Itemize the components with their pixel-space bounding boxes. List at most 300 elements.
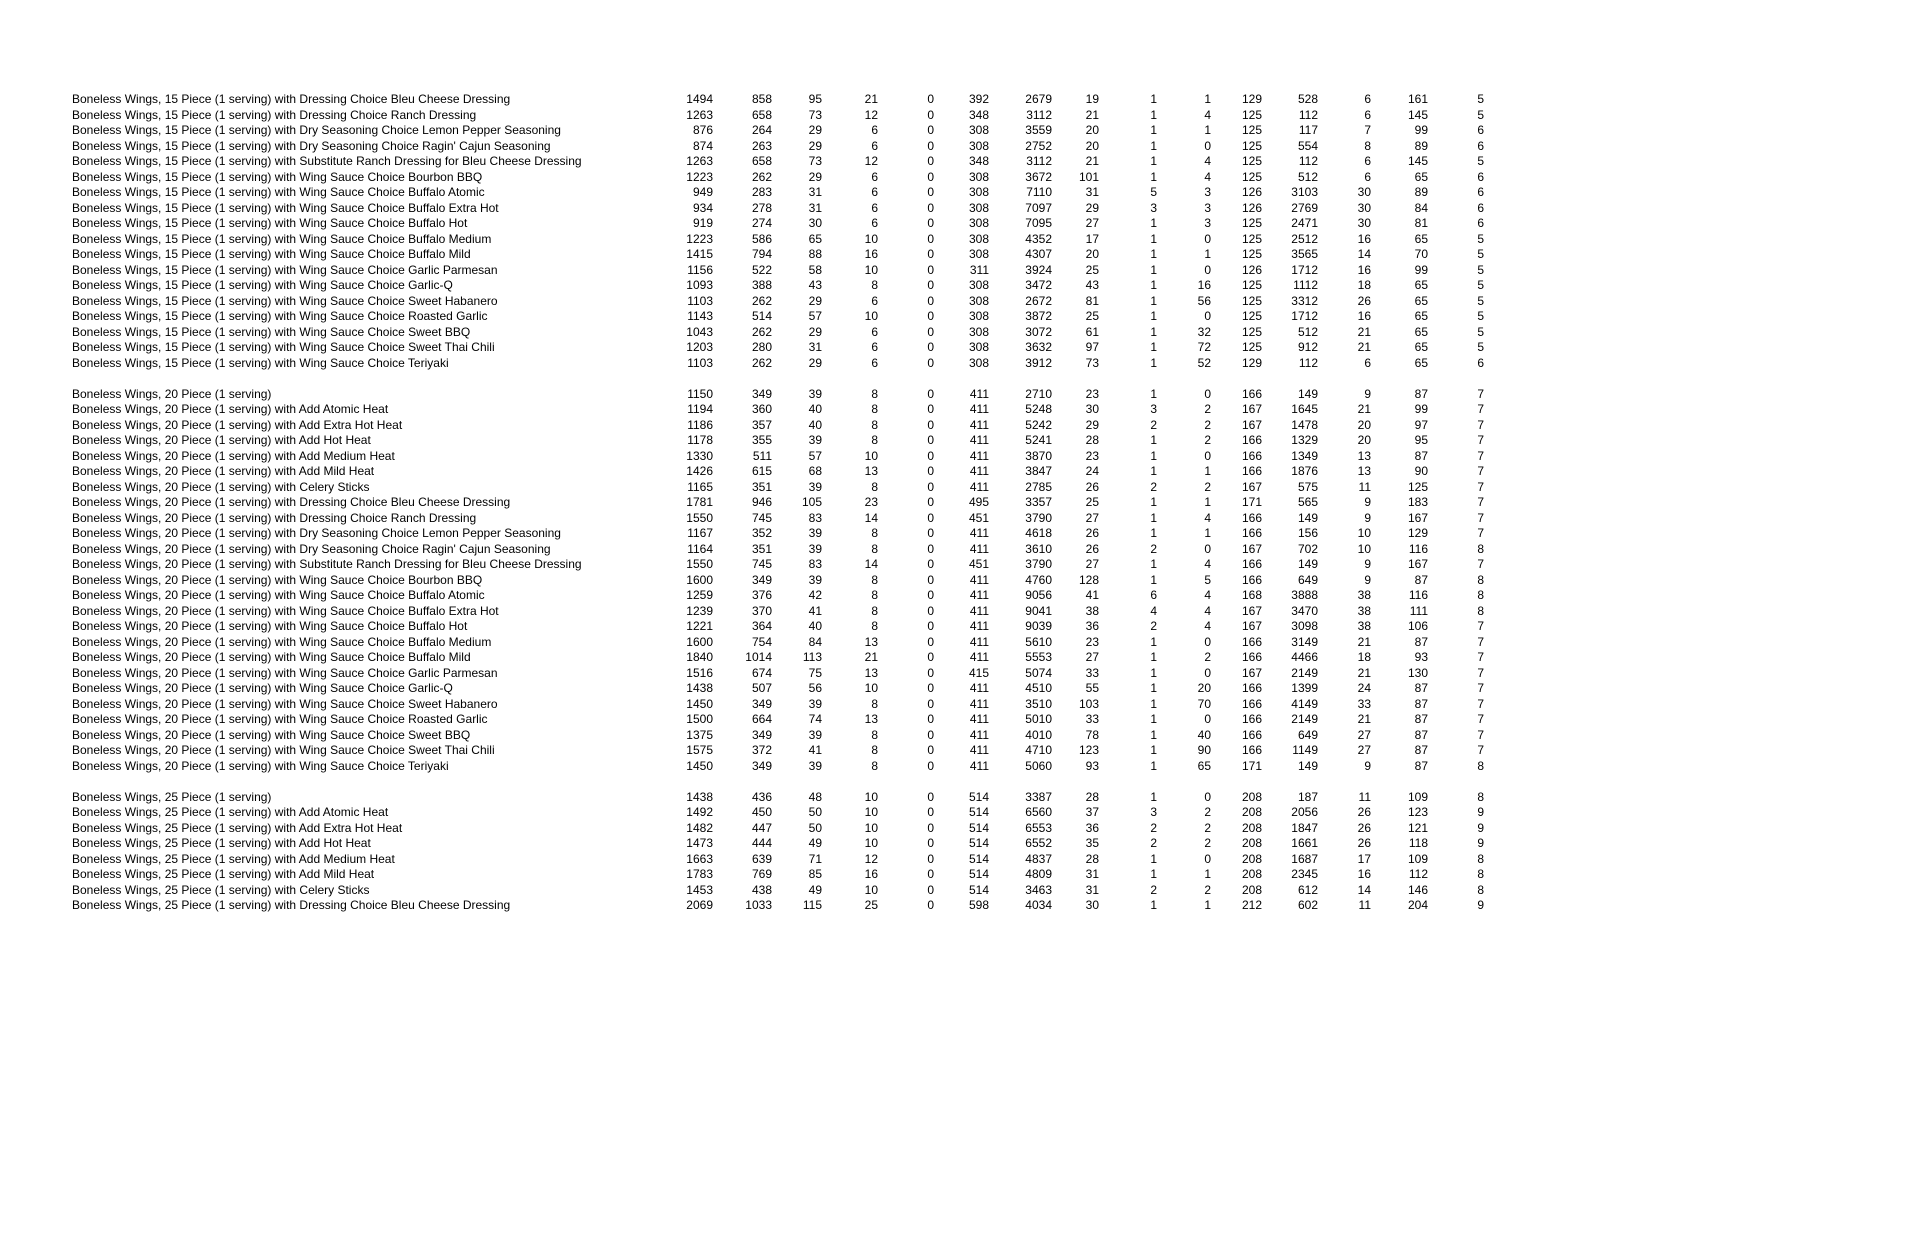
row-value: 11 [1358, 789, 1371, 804]
row-value: 125 [1241, 324, 1262, 339]
row-value: 262 [751, 293, 772, 308]
row-value: 40 [1197, 727, 1211, 742]
row-value: 41 [808, 743, 822, 757]
row-value: 11 [1358, 898, 1371, 912]
row-value: 99 [1414, 262, 1428, 277]
row-value: 6 [1364, 92, 1371, 106]
row-value: 12 [864, 107, 878, 122]
row-value: 349 [751, 572, 772, 587]
row-value: 6 [1477, 355, 1484, 370]
row-value: 8 [871, 743, 878, 757]
row-value: 35 [1085, 836, 1099, 850]
row-value: 14 [864, 557, 878, 571]
row-value: 3888 [1291, 588, 1318, 602]
row-value: 349 [751, 758, 772, 773]
row-value: 125 [1241, 340, 1262, 354]
row-value: 2 [1204, 402, 1211, 416]
row-value: 514 [968, 836, 989, 850]
row-value: 208 [1241, 805, 1262, 819]
row-value: 5 [1477, 231, 1484, 246]
row-value: 876 [692, 123, 713, 137]
row-label: Boneless Wings, 25 Piece (1 serving) with Add Mild Heat [72, 867, 375, 881]
row-value: 116 [1408, 541, 1428, 556]
row-value: 4352 [1025, 231, 1052, 246]
table-row [72, 418, 1484, 434]
row-value: 1223 [686, 231, 713, 246]
row-value: 3103 [1291, 185, 1318, 199]
row-value: 1453 [686, 882, 713, 897]
row-value: 0 [927, 619, 934, 633]
row-value: 16 [1357, 309, 1371, 323]
row-value: 1 [1150, 154, 1157, 168]
row-value: 111 [1409, 603, 1428, 618]
row-value: 8 [871, 278, 878, 292]
table-row [72, 139, 1484, 155]
row-value: 1494 [686, 92, 713, 106]
row-value: 6552 [1025, 836, 1052, 850]
row-label: Boneless Wings, 20 Piece (1 serving) with Wing Sauce Choice Buffalo Mild [72, 650, 471, 664]
row-value: 19 [1085, 92, 1099, 106]
row-value: 109 [1407, 851, 1428, 866]
row-value: 13 [864, 712, 878, 726]
row-value: 0 [927, 402, 934, 416]
table-row [72, 216, 1484, 232]
row-value: 3072 [1025, 324, 1052, 339]
row-value: 10 [1357, 541, 1371, 556]
row-value: 0 [927, 340, 934, 354]
row-value: 411 [969, 541, 989, 556]
row-value: 1 [1150, 634, 1157, 649]
row-value: 89 [1414, 185, 1428, 199]
row-value: 84 [808, 634, 822, 649]
row-label: Boneless Wings, 20 Piece (1 serving) with Wing Sauce Choice Sweet Thai Chili [72, 743, 495, 757]
row-value: 4809 [1025, 867, 1052, 881]
row-value: 5 [1150, 185, 1157, 199]
table-row [72, 170, 1484, 186]
row-value: 78 [1085, 727, 1099, 742]
row-value: 1 [1150, 867, 1157, 881]
row-value: 0 [927, 448, 934, 463]
row-value: 30 [1085, 898, 1099, 912]
row-value: 1259 [686, 588, 713, 602]
row-value: 5074 [1025, 665, 1052, 680]
row-value: 43 [808, 278, 822, 292]
table-row [72, 92, 1484, 108]
row-value: 0 [1204, 262, 1211, 277]
row-value: 20 [1357, 417, 1371, 432]
row-value: 2 [1204, 650, 1211, 664]
row-value: 3790 [1025, 510, 1052, 525]
row-value: 0 [927, 789, 934, 804]
row-value: 101 [1078, 169, 1099, 184]
row-value: 1 [1150, 433, 1157, 447]
row-value: 2056 [1291, 805, 1318, 819]
row-value: 1 [1204, 92, 1211, 106]
row-value: 0 [1204, 541, 1211, 556]
row-value: 4034 [1025, 898, 1052, 912]
row-value: 208 [1241, 789, 1262, 804]
row-value: 0 [927, 169, 934, 184]
row-value: 3357 [1025, 495, 1052, 509]
row-value: 6 [1364, 154, 1371, 168]
row-value: 23 [1085, 634, 1099, 649]
row-value: 4510 [1025, 681, 1052, 695]
row-value: 167 [1241, 619, 1262, 633]
row-value: 262 [751, 324, 772, 339]
row-value: 81 [1085, 293, 1099, 308]
row-value: 7110 [1026, 185, 1052, 199]
row-value: 125 [1407, 479, 1428, 494]
row-value: 4 [1204, 588, 1211, 602]
row-value: 0 [927, 464, 934, 478]
row-value: 0 [927, 727, 934, 742]
row-value: 3470 [1291, 603, 1318, 618]
row-value: 125 [1241, 231, 1262, 246]
row-value: 308 [968, 200, 989, 215]
row-value: 30 [1357, 185, 1371, 199]
row-value: 113 [802, 650, 822, 664]
row-value: 30 [1085, 402, 1099, 416]
row-value: 858 [751, 92, 772, 106]
table-row [72, 402, 1484, 418]
row-value: 7095 [1025, 216, 1052, 230]
row-value: 28 [1085, 433, 1099, 447]
row-value: 0 [927, 634, 934, 649]
row-value: 1 [1150, 758, 1157, 773]
row-value: 0 [1204, 138, 1211, 153]
row-value: 1375 [686, 727, 713, 742]
row-value: 10 [864, 805, 878, 819]
row-value: 126 [1241, 262, 1262, 277]
row-value: 87 [1414, 743, 1428, 757]
row-value: 308 [968, 185, 989, 199]
row-value: 0 [1204, 712, 1211, 726]
row-value: 41 [808, 603, 822, 618]
row-value: 1349 [1291, 448, 1318, 463]
table-row [72, 232, 1484, 248]
row-value: 9 [1477, 805, 1484, 819]
row-value: 745 [751, 510, 772, 525]
row-value: 17 [1357, 851, 1371, 866]
row-value: 4 [1150, 603, 1157, 618]
row-label: Boneless Wings, 15 Piece (1 serving) with Wing Sauce Choice Sweet BBQ [72, 324, 471, 339]
row-value: 1149 [1292, 743, 1318, 757]
row-value: 99 [1414, 123, 1428, 137]
row-value: 97 [1085, 340, 1099, 354]
row-value: 9039 [1025, 619, 1052, 633]
row-value: 14 [864, 510, 878, 525]
row-value: 1 [1204, 526, 1211, 540]
row-value: 0 [927, 293, 934, 308]
row-value: 8 [871, 402, 878, 416]
row-value: 0 [927, 231, 934, 246]
row-value: 6 [871, 169, 878, 184]
row-value: 1663 [686, 851, 713, 866]
row-value: 13 [1357, 448, 1371, 463]
row-value: 83 [808, 510, 822, 525]
row-value: 5 [1477, 309, 1484, 323]
row-value: 83 [808, 557, 822, 571]
row-value: 514 [968, 805, 989, 819]
table-row [72, 790, 1484, 806]
row-value: 3870 [1025, 448, 1052, 463]
row-value: 128 [1078, 572, 1099, 587]
row-value: 411 [969, 743, 989, 757]
row-value: 388 [751, 278, 772, 292]
row-value: 123 [1078, 743, 1099, 757]
row-value: 1203 [686, 340, 713, 354]
row-value: 507 [751, 681, 772, 695]
row-value: 674 [751, 665, 772, 680]
row-label: Boneless Wings, 20 Piece (1 serving) with Wing Sauce Choice Buffalo Medium [72, 634, 492, 649]
row-value: 0 [927, 185, 934, 199]
row-value: 87 [1414, 758, 1428, 773]
row-value: 208 [1241, 836, 1262, 850]
row-value: 30 [1357, 216, 1371, 230]
row-value: 2 [1150, 541, 1157, 556]
row-value: 349 [751, 386, 772, 401]
row-value: 21 [1085, 154, 1099, 168]
row-value: 411 [969, 619, 989, 633]
row-value: 280 [751, 340, 772, 354]
row-value: 57 [808, 309, 822, 323]
row-value: 39 [808, 526, 822, 540]
row-value: 1 [1150, 386, 1157, 401]
row-value: 5010 [1025, 712, 1052, 726]
row-value: 26 [1357, 293, 1371, 308]
row-value: 3 [1150, 402, 1157, 416]
row-value: 7097 [1025, 200, 1052, 215]
row-value: 3672 [1025, 169, 1052, 184]
row-value: 8 [1477, 789, 1484, 804]
row-value: 171 [1241, 495, 1262, 509]
row-value: 4710 [1025, 743, 1052, 757]
row-value: 411 [969, 588, 989, 602]
row-label: Boneless Wings, 15 Piece (1 serving) with Dressing Choice Ranch Dressing [72, 107, 477, 122]
row-value: 0 [1204, 231, 1211, 246]
row-value: 20 [1197, 681, 1211, 695]
row-value: 1178 [687, 433, 713, 447]
row-value: 639 [751, 851, 772, 866]
row-value: 411 [969, 650, 989, 664]
row-value: 946 [751, 495, 772, 509]
row-value: 2 [1204, 417, 1211, 432]
row-value: 2512 [1291, 231, 1318, 246]
row-value: 27 [1085, 216, 1099, 230]
row-value: 4837 [1025, 851, 1052, 866]
row-value: 2 [1204, 836, 1211, 850]
table-row [72, 604, 1484, 620]
row-value: 1 [1150, 278, 1157, 292]
row-value: 39 [808, 433, 822, 447]
table-row [72, 728, 1484, 744]
row-value: 29 [808, 123, 822, 137]
row-value: 0 [927, 572, 934, 587]
row-value: 61 [1085, 324, 1099, 339]
table-row [72, 433, 1484, 449]
row-value: 348 [968, 107, 989, 122]
row-value: 3472 [1025, 278, 1052, 292]
row-value: 0 [927, 805, 934, 819]
row-value: 370 [751, 603, 772, 618]
row-value: 1687 [1291, 851, 1318, 866]
row-value: 26 [1357, 805, 1371, 819]
row-label: Boneless Wings, 15 Piece (1 serving) with Wing Sauce Choice Teriyaki [72, 355, 449, 370]
row-value: 2 [1150, 882, 1157, 897]
row-value: 0 [927, 696, 934, 711]
table-row [72, 278, 1484, 294]
row-value: 50 [808, 805, 822, 819]
row-value: 274 [751, 216, 772, 230]
table-row [72, 852, 1484, 868]
row-value: 6 [871, 123, 878, 137]
row-value: 411 [969, 464, 989, 478]
row-label: Boneless Wings, 15 Piece (1 serving) with Wing Sauce Choice Buffalo Medium [72, 231, 492, 246]
row-value: 29 [808, 355, 822, 370]
row-value: 351 [751, 541, 772, 556]
row-value: 21 [1357, 402, 1371, 416]
row-value: 26 [1085, 479, 1099, 494]
row-value: 6 [871, 138, 878, 153]
row-value: 0 [927, 309, 934, 323]
row-value: 95 [1414, 433, 1428, 447]
row-value: 27 [1085, 650, 1099, 664]
row-value: 8 [871, 433, 878, 447]
row-value: 514 [968, 789, 989, 804]
row-value: 88 [808, 247, 822, 261]
row-value: 1143 [687, 309, 713, 323]
row-value: 9 [1477, 898, 1484, 912]
row-value: 6 [871, 340, 878, 354]
row-value: 23 [864, 495, 878, 509]
row-value: 3510 [1025, 696, 1052, 711]
row-value: 411 [969, 448, 989, 463]
row-value: 9 [1364, 557, 1371, 571]
row-value: 0 [1204, 448, 1211, 463]
row-value: 10 [864, 309, 878, 323]
row-value: 0 [927, 882, 934, 897]
row-value: 26 [1085, 541, 1099, 556]
row-value: 2149 [1291, 712, 1318, 726]
row-value: 1600 [686, 572, 713, 587]
row-value: 3 [1204, 216, 1211, 230]
row-value: 156 [1297, 526, 1318, 540]
row-value: 28 [1085, 789, 1099, 804]
row-value: 56 [1197, 293, 1211, 308]
row-value: 7 [1477, 495, 1484, 509]
row-value: 3559 [1025, 123, 1052, 137]
row-value: 612 [1297, 882, 1318, 897]
row-label: Boneless Wings, 25 Piece (1 serving) with Add Atomic Heat [72, 805, 389, 819]
row-value: 554 [1297, 138, 1318, 153]
row-label: Boneless Wings, 20 Piece (1 serving) with Add Atomic Heat [72, 402, 389, 416]
row-value: 511 [752, 448, 772, 463]
row-value: 514 [968, 882, 989, 897]
row-value: 349 [751, 727, 772, 742]
row-value: 522 [751, 262, 772, 277]
table-row [72, 836, 1484, 852]
row-value: 31 [1085, 867, 1099, 881]
row-value: 1 [1150, 309, 1157, 323]
row-value: 308 [968, 138, 989, 153]
row-value: 21 [1357, 324, 1371, 339]
row-value: 1 [1150, 293, 1157, 308]
row-value: 167 [1241, 603, 1262, 618]
row-value: 3312 [1291, 293, 1318, 308]
row-value: 4618 [1025, 526, 1052, 540]
row-value: 65 [1414, 324, 1428, 339]
row-value: 745 [751, 557, 772, 571]
row-value: 36 [1085, 820, 1099, 835]
row-label: Boneless Wings, 15 Piece (1 serving) with Wing Sauce Choice Garlic Parmesan [72, 262, 498, 277]
row-value: 183 [1407, 495, 1428, 509]
row-value: 5 [1477, 247, 1484, 261]
row-value: 115 [802, 898, 822, 912]
row-value: 308 [968, 324, 989, 339]
row-value: 8 [1477, 882, 1484, 897]
row-label: Boneless Wings, 20 Piece (1 serving) with Add Mild Heat [72, 464, 375, 478]
row-value: 451 [968, 557, 989, 571]
row-value: 7 [1477, 650, 1484, 664]
row-value: 411 [969, 603, 989, 618]
row-value: 6553 [1025, 820, 1052, 835]
row-value: 87 [1414, 712, 1428, 726]
row-value: 411 [969, 433, 989, 447]
row-value: 9 [1364, 510, 1371, 525]
row-value: 36 [1085, 619, 1099, 633]
row-value: 351 [751, 479, 772, 494]
row-value: 283 [751, 185, 772, 199]
spacer-row [72, 774, 1484, 790]
row-label: Boneless Wings, 20 Piece (1 serving) with Wing Sauce Choice Garlic Parmesan [72, 665, 498, 680]
row-value: 3149 [1291, 634, 1318, 649]
row-value: 352 [751, 526, 772, 540]
row-value: 27 [1357, 727, 1371, 742]
row-value: 6 [1477, 123, 1484, 137]
row-value: 1165 [687, 479, 713, 494]
row-value: 1 [1204, 867, 1211, 881]
row-value: 57 [808, 448, 822, 463]
row-value: 8 [871, 619, 878, 633]
row-value: 21 [1357, 712, 1371, 726]
row-value: 3 [1204, 185, 1211, 199]
row-value: 16 [1357, 231, 1371, 246]
row-label: Boneless Wings, 15 Piece (1 serving) with Wing Sauce Choice Buffalo Atomic [72, 185, 485, 199]
row-value: 41 [1085, 588, 1099, 602]
row-value: 444 [751, 836, 772, 850]
row-value: 149 [1297, 758, 1318, 773]
row-value: 16 [1197, 278, 1211, 292]
row-value: 90 [1197, 743, 1211, 757]
row-value: 33 [1085, 712, 1099, 726]
row-value: 5 [1477, 324, 1484, 339]
row-value: 6 [1150, 588, 1157, 602]
row-value: 874 [692, 138, 713, 153]
row-value: 5553 [1025, 650, 1052, 664]
row-value: 3112 [1026, 107, 1052, 122]
row-label: Boneless Wings, 15 Piece (1 serving) with Dressing Choice Bleu Cheese Dressing [72, 92, 511, 106]
table-row [72, 697, 1484, 713]
row-value: 40 [808, 417, 822, 432]
row-value: 43 [1085, 278, 1099, 292]
row-value: 6 [1477, 185, 1484, 199]
row-value: 1156 [687, 262, 713, 277]
row-label: Boneless Wings, 15 Piece (1 serving) with Wing Sauce Choice Buffalo Hot [72, 216, 468, 230]
row-value: 1 [1150, 743, 1157, 757]
row-value: 0 [927, 836, 934, 850]
row-value: 26 [1357, 820, 1371, 835]
row-label: Boneless Wings, 20 Piece (1 serving) with Wing Sauce Choice Buffalo Hot [72, 619, 468, 633]
